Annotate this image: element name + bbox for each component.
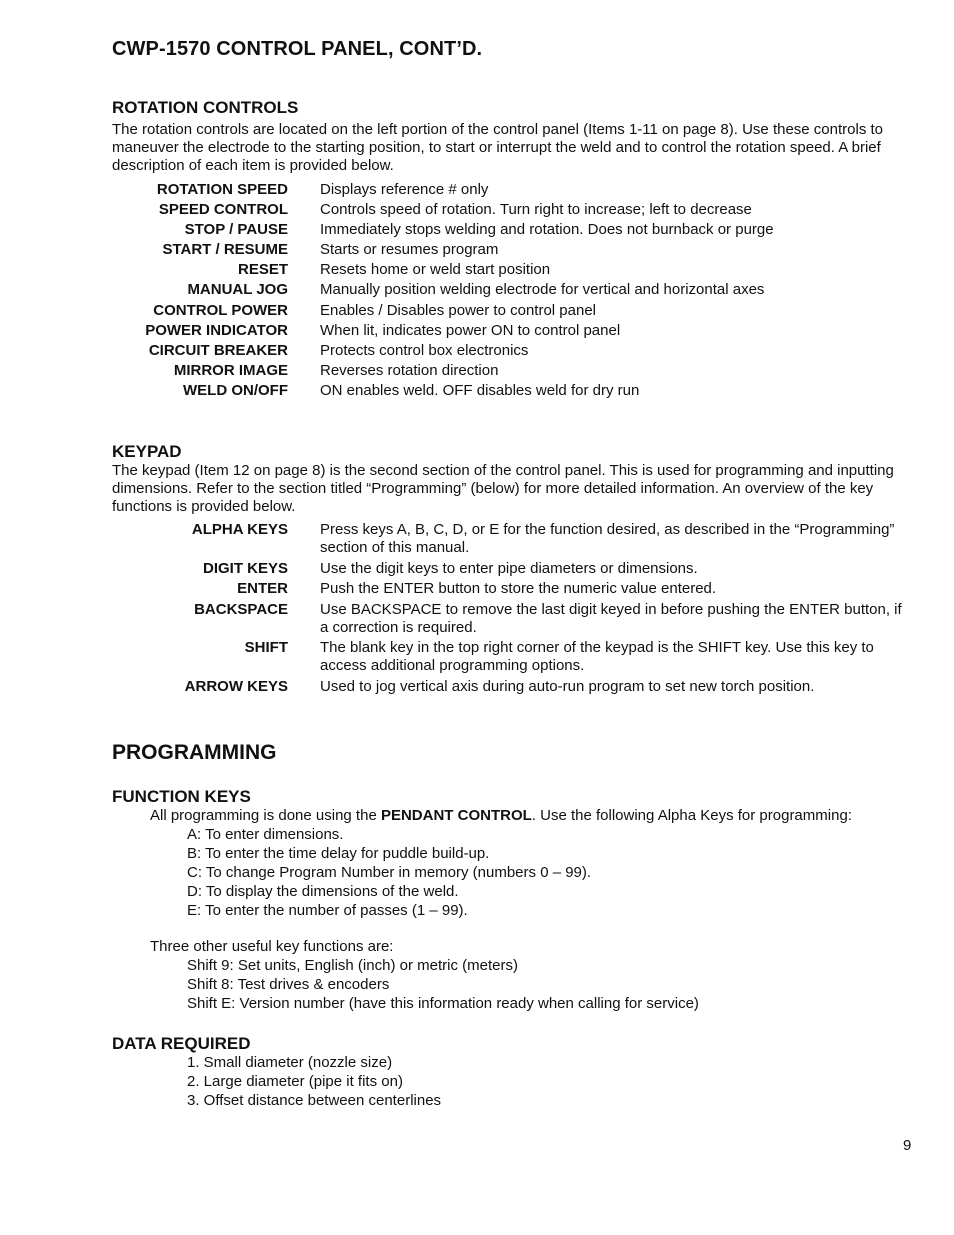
definition-term: SPEED CONTROL <box>158 201 288 219</box>
definition-term: ROTATION SPEED <box>156 181 288 198</box>
list-item: 1. Small diameter (nozzle size) <box>187 1054 393 1071</box>
list-item: E: To enter the number of passes (1 – 99). <box>187 902 468 919</box>
list-item: C: To change Program Number in memory (numbers 0 – 99). <box>187 864 592 881</box>
alpha-keys-list <box>187 825 591 920</box>
data-required-list <box>187 1053 441 1110</box>
definition-description: Push the ENTER button to store the numeric value entered. <box>320 580 717 597</box>
definition-row <box>112 521 912 557</box>
definition-row <box>112 302 912 322</box>
definition-row <box>112 181 912 201</box>
definition-row <box>112 580 912 598</box>
definition-row <box>112 221 912 241</box>
definition-term: POWER INDICATOR <box>145 321 288 339</box>
definition-description: Manually position welding electrode for vertical and horizontal axes <box>320 281 765 299</box>
function-keys-heading: FUNCTION KEYS <box>112 787 251 806</box>
definition-row <box>112 382 912 402</box>
page-number: 9 <box>903 1137 912 1154</box>
list-item: Shift 8: Test drives & encoders <box>187 976 390 993</box>
list-item: D: To display the dimensions of the weld. <box>187 883 459 900</box>
definition-row <box>112 362 912 382</box>
definition-description: Used to jog vertical axis during auto-run program to set new torch position. <box>320 677 815 695</box>
list-item: Shift E: Version number (have this information ready when calling for service) <box>187 995 699 1012</box>
intro-text: . Use the following Alpha Keys for programming: <box>531 807 852 824</box>
definition-description: Enables / Disables power to control panel <box>320 301 596 319</box>
list-item: 2. Large diameter (pipe it fits on) <box>187 1073 403 1090</box>
definition-row <box>112 201 912 221</box>
definition-term: WELD ON/OFF <box>183 381 288 399</box>
definition-row <box>112 261 912 281</box>
definition-row <box>112 322 912 342</box>
definition-description: Press keys A, B, C, D, or E for the function desired, as described in the “Programming” section of this manual. <box>320 521 895 556</box>
definition-row <box>112 241 912 261</box>
function-keys-intro <box>150 807 852 825</box>
definition-row <box>112 601 912 637</box>
rotation-controls-list <box>112 181 912 402</box>
definition-description: Reverses rotation direction <box>320 361 499 379</box>
definition-description: Controls speed of rotation. Turn right to increase; left to decrease <box>320 201 752 219</box>
definition-description: Starts or resumes program <box>320 241 499 259</box>
definition-term: CIRCUIT BREAKER <box>148 341 288 359</box>
definition-description: Displays reference # only <box>320 181 489 198</box>
definition-row <box>112 639 912 675</box>
other-functions-list <box>187 956 699 1013</box>
definition-row <box>112 281 912 301</box>
list-item: A: To enter dimensions. <box>187 826 344 843</box>
keypad-heading: KEYPAD <box>112 442 182 461</box>
definition-term: ARROW KEYS <box>184 677 288 695</box>
data-required-heading: DATA REQUIRED <box>112 1034 251 1053</box>
programming-heading: PROGRAMMING <box>112 741 277 764</box>
definition-term: BACKSPACE <box>194 600 288 618</box>
definition-term: MIRROR IMAGE <box>173 361 288 379</box>
definition-term: STOP / PAUSE <box>184 221 288 239</box>
list-item: B: To enter the time delay for puddle build-up. <box>187 845 490 862</box>
intro-text: All programming is done using the <box>150 807 381 824</box>
definition-term: MANUAL JOG <box>187 281 288 299</box>
definition-description: Protects control box electronics <box>320 341 529 359</box>
definition-term: DIGIT KEYS <box>202 559 288 577</box>
definition-description: Resets home or weld start position <box>320 261 551 279</box>
definition-term: CONTROL POWER <box>153 301 288 319</box>
definition-term: ALPHA KEYS <box>191 521 288 538</box>
definition-description: When lit, indicates power ON to control panel <box>320 321 621 339</box>
definition-row <box>112 678 912 696</box>
pendant-control-label: PENDANT CONTROL <box>380 807 532 824</box>
definition-description: Use BACKSPACE to remove the last digit keyed in before pushing the ENTER button, if a correction is required. <box>320 600 902 636</box>
definition-term: RESET <box>237 261 288 279</box>
definition-description: The blank key in the top right corner of the keypad is the SHIFT key. Use this key to access additional programming options. <box>320 639 874 674</box>
definition-row <box>112 342 912 362</box>
page-title: CWP-1570 CONTROL PANEL, CONT’D. <box>112 38 483 60</box>
definition-term: SHIFT <box>244 639 288 656</box>
definition-description: ON enables weld. OFF disables weld for dry run <box>320 381 640 399</box>
list-item: 3. Offset distance between centerlines <box>187 1092 442 1109</box>
definition-description: Use the digit keys to enter pipe diameters or dimensions. <box>320 559 698 577</box>
other-functions-intro: Three other useful key functions are: <box>150 938 394 955</box>
definition-description: Immediately stops welding and rotation. Does not burnback or purge <box>320 221 774 239</box>
rotation-controls-intro: The rotation controls are located on the left portion of the control panel (Items 1-11 on page 8). Use these controls to maneuver the electrode to the starting position, to start or interrupt the weld and to control the rotation speed. A brief description of each item is provided below. <box>112 121 883 174</box>
keypad-list <box>112 521 912 698</box>
keypad-intro: The keypad (Item 12 on page 8) is the second section of the control panel. This is used for programming and inputting dimensions. Refer to the section titled “Programming” (below) for more detailed information. An overview of the key functions is provided below. <box>112 462 894 515</box>
definition-term: START / RESUME <box>162 241 288 259</box>
definition-term: ENTER <box>237 580 288 597</box>
rotation-controls-heading: ROTATION CONTROLS <box>112 98 299 117</box>
definition-row <box>112 560 912 578</box>
list-item: Shift 9: Set units, English (inch) or metric (meters) <box>187 957 518 974</box>
